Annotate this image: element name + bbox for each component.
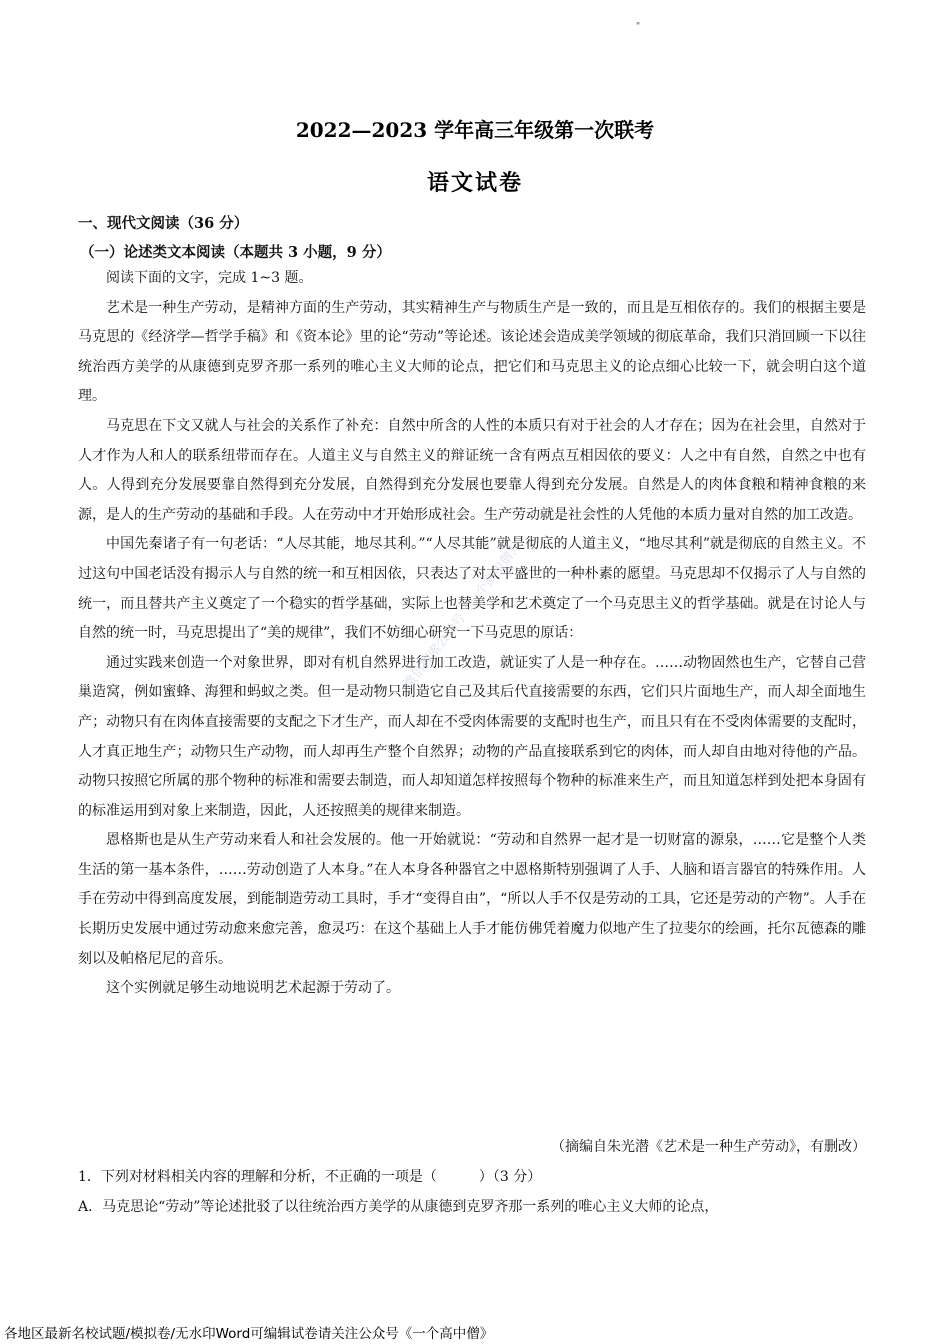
exam-title: 2022—2023 学年高三年级第一次联考	[295, 118, 655, 142]
watermark: 微信搜索公众号《一个高中僧》	[401, 539, 526, 692]
passage-body	[78, 264, 866, 1004]
footer-notice: 各地区最新名校试题/模拟卷/无水印Word可编辑试卷请关注公众号《一个高中僧》	[4, 1326, 494, 1342]
paragraph: 艺术是一种生产劳动，是精神方面的生产劳动，其实精神生产与物质生产是一致的，而且是互相依存的。我们的根据主要是马克思的《经济学—哲学手稿》和《资本论》里的论“劳动”等论述。该论述会造成美学领域的彻底革命，我们只消回顾一下以往统治西方美学的从康德到克罗齐那一系列的唯心主义大师的论点，把它们和马克思主义的论点细心比较一下，就会明白这个道理。	[78, 299, 866, 405]
paragraph: 通过实践来创造一个对象世界，即对有机自然界进行加工改造，就证实了人是一种存在。……动物固然也生产，它替自己营巢造窝，例如蜜蜂、海狸和蚂蚁之类。但一是动物只制造它自己及其后代直接需要的东西，它们只片面地生产，而人却全面地生产；动物只有在肉体直接需要的支配之下才生产，而人却在不受肉体需要的支配时也生产，而且只有在不受肉体需要的支配时，人才真正地生产；动物只生产动物，而人却再生产整个自然界；动物的产品直接联系到它的肉体，而人却自由地对待他的产品。动物只按照它所属的那个物种的标准和需要去制造，而人却知道怎样按照每个物种的标准来生产，而且知道怎样到处把本身固有的标准运用到对象上来制造，因此，人还按照美的规律来制造。	[78, 654, 866, 819]
section-heading: 一、现代文阅读（36 分）	[78, 215, 249, 232]
paragraph: 中国先秦诸子有一句老话：“人尽其能，地尽其利。”“人尽其能”就是彻底的人道主义，“地尽其利”就是彻底的自然主义。不过这句中国老话没有揭示人与自然的统一和互相因依，只表达了对太平盛世的一种朴素的愿望。马克思却不仅揭示了人与自然的统一，而且替共产主义奠定了一个稳实的哲学基础，实际上也替美学和艺术奠定了一个马克思主义的哲学基础。就是在讨论人与自然的统一时，马克思提出了“美的规律”，我们不妨细心研究一下马克思的原话：	[78, 536, 866, 642]
source-citation: （摘编自朱光潜《艺术是一种生产劳动》，有删改）	[551, 1139, 866, 1155]
header-mark: "	[636, 22, 641, 32]
paragraph: 这个实例就足够生动地说明艺术起源于劳动了。	[106, 980, 400, 997]
exam-subtitle: 语文试卷	[426, 170, 523, 196]
instruction-line: 阅读下面的文字，完成 1~3 题。	[106, 270, 313, 286]
subsection-heading: （一）论述类文本阅读（本题共 3 小题，9 分）	[80, 244, 391, 261]
paragraph: 马克思在下文又就人与社会的关系作了补充：自然中所含的人性的本质只有对于社会的人才存在；因为在社会里，自然对于人才作为人和人的联系纽带而存在。人道主义与自然主义的辩证统一含有两点互相因依的要义：人之中有自然，自然之中也有人。人得到充分发展要靠自然得到充分发展，自然得到充分发展也要靠人得到充分发展。自然是人的肉体食粮和精神食粮的来源，是人的生产劳动的基础和手段。人在劳动中才开始形成社会。生产劳动就是社会性的人凭他的本质力量对自然的加工改造。	[78, 417, 866, 523]
question-1-option-a: A．马克思论“劳动”等论述批驳了以往统治西方美学的从康德到克罗齐那一系列的唯心主义大师的论点，	[78, 1199, 719, 1215]
paragraph: 恩格斯也是从生产劳动来看人和社会发展的。他一开始就说：“劳动和自然界一起才是一切财富的源泉，……它是整个人类生活的第一基本条件，……劳动创造了人本身。”在人本身各种器官之中恩格斯特别强调了人手、人脑和语言器官的特殊作用。人手在劳动中得到高度发展，到能制造劳动工具时，手才“变得自由”，“所以人手不仅是劳动的工具，它还是劳动的产物”。人手在长期历史发展中通过劳动愈来愈完善，愈灵巧：在这个基础上人手才能仿佛凭着魔力似地产生了拉斐尔的绘画，托尔瓦德森的雕刻以及帕格尼尼的音乐。	[78, 832, 866, 967]
question-1: 1．下列对材料相关内容的理解和分析，不正确的一项是（ ）（3 分）	[78, 1169, 542, 1185]
